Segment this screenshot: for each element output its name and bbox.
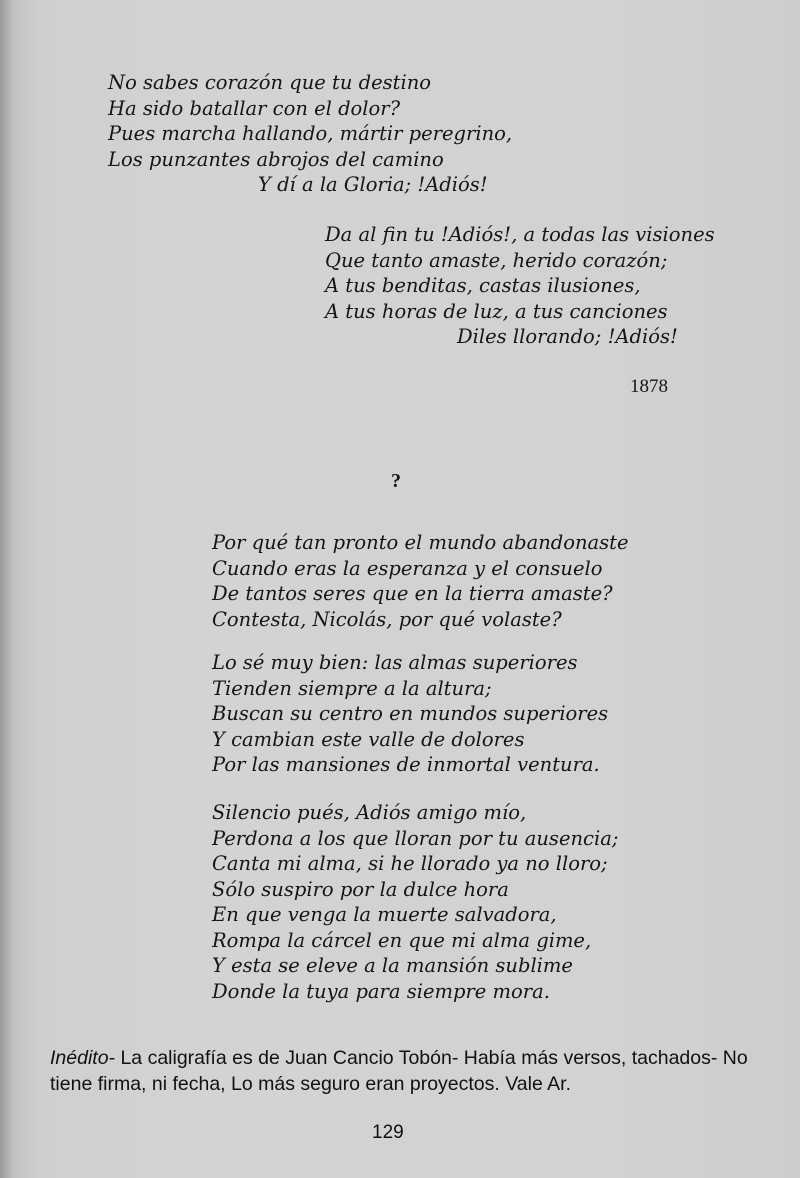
poem-year: 1878 xyxy=(630,376,668,397)
poem-line: Tienden siempre a la altura; xyxy=(212,676,492,700)
poem-line: En que venga la muerte salvadora, xyxy=(212,903,557,926)
stanza-4 xyxy=(212,650,608,778)
poem-line: Pues marcha hallando, mártir peregrino, xyxy=(108,122,513,145)
poem-line: Donde la tuya para siempre mora. xyxy=(212,979,550,1003)
stanza-2 xyxy=(325,222,715,350)
poem-line: Y cambian este valle de dolores xyxy=(212,727,525,751)
poem-line: Que tanto amaste, herido corazón; xyxy=(325,248,668,272)
poem-line: Los punzantes abrojos del camino xyxy=(108,147,444,171)
poem-line: A tus horas de luz, a tus canciones xyxy=(325,299,668,323)
editorial-note xyxy=(50,1045,780,1097)
poem-line: De tantos seres que en la tierra amaste? xyxy=(212,582,613,605)
note-text: La caligrafía es de Juan Cancio Tobón- Había más versos, tachados- No tiene firma, ni fecha, Lo más seguro eran proyectos. Vale Ar. xyxy=(50,1047,748,1095)
poem-line: Da al fin tu !Adiós!, a todas las visiones xyxy=(325,223,715,246)
poem-line: Silencio pués, Adiós amigo mío, xyxy=(212,801,527,824)
stanza-1 xyxy=(108,70,512,198)
poem-line: Y dí a la Gloria; !Adiós! xyxy=(258,173,488,196)
poem-line: Sólo suspiro por la dulce hora xyxy=(212,877,509,901)
stanza-5 xyxy=(212,800,618,1004)
poem-line: Ha sido batallar con el dolor? xyxy=(108,96,401,120)
note-label: Inédito- xyxy=(50,1047,116,1069)
poem-line: Diles llorando; !Adiós! xyxy=(457,325,678,348)
poem-line: No sabes corazón que tu destino xyxy=(108,71,432,94)
poem-line: Contesta, Nicolás, por qué volaste? xyxy=(212,607,562,631)
poem-line: Y esta se eleve a la mansión sublime xyxy=(212,954,573,977)
stanza-3 xyxy=(212,530,629,632)
page-number: 129 xyxy=(372,1122,404,1143)
poem-line: Cuando eras la esperanza y el consuelo xyxy=(212,556,603,580)
poem-title: ? xyxy=(391,470,401,492)
poem-line: Por las mansiones de inmortal ventura. xyxy=(212,753,600,776)
poem-line: A tus benditas, castas ilusiones, xyxy=(325,274,641,297)
poem-line: Buscan su centro en mundos superiores xyxy=(212,702,609,725)
poem-line: Lo sé muy bien: las almas superiores xyxy=(212,651,578,674)
poem-line: Perdona a los que lloran por tu ausencia; xyxy=(212,826,619,850)
poem-line: Rompa la cárcel en que mi alma gime, xyxy=(212,928,592,952)
poem-line: Por qué tan pronto el mundo abandonaste xyxy=(212,531,629,554)
poem-line: Canta mi alma, si he llorado ya no lloro; xyxy=(212,852,608,875)
